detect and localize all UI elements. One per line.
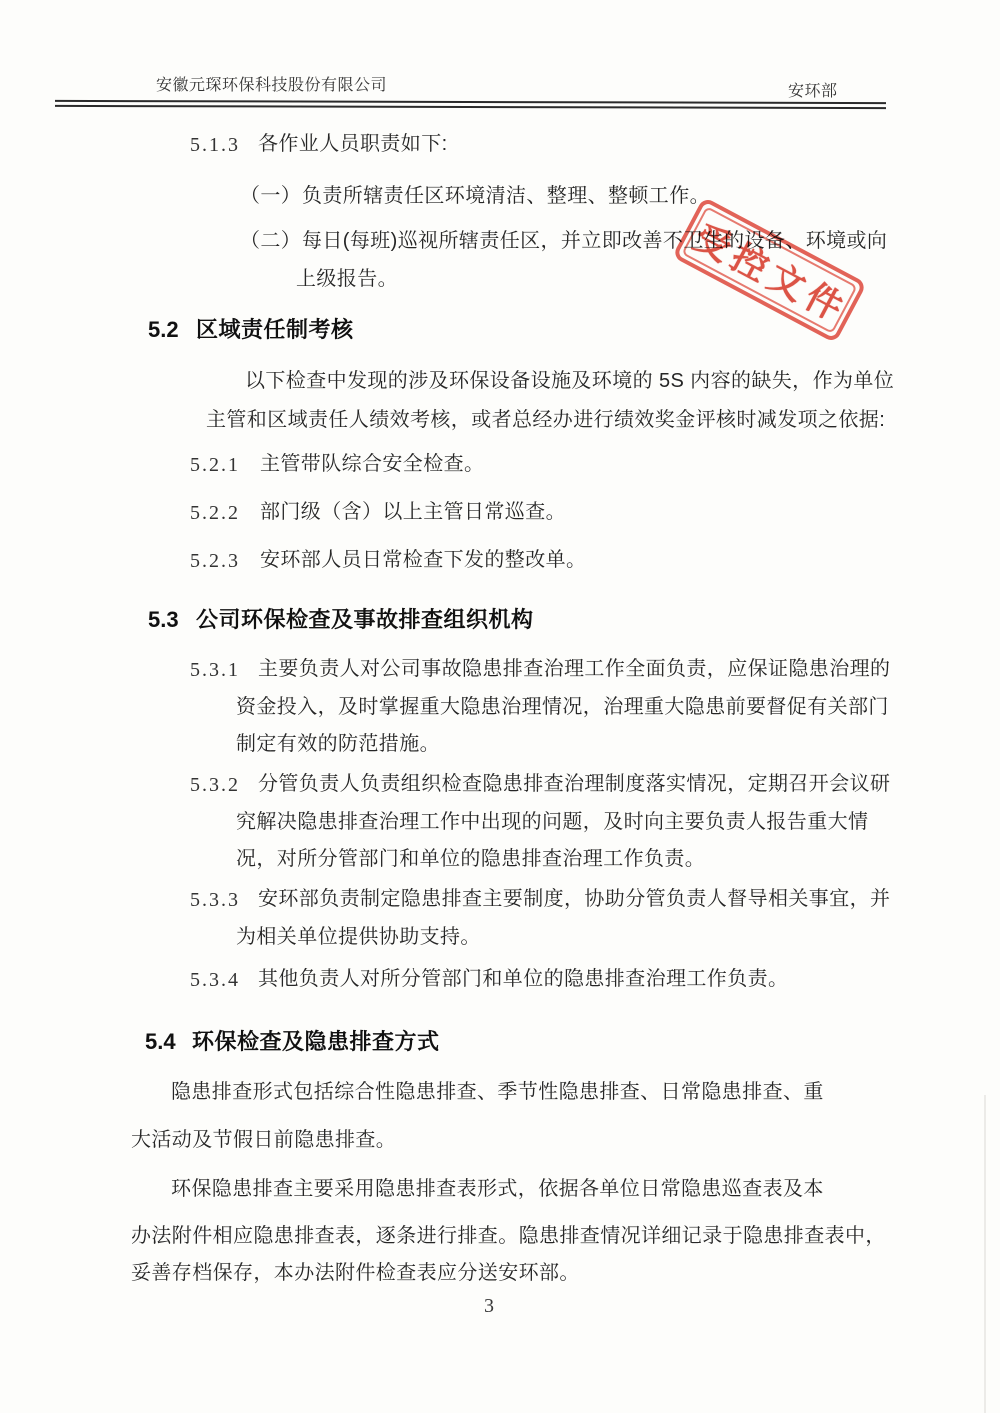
stamp-text: 受控文件 [687,215,856,331]
page-number: 3 [484,1295,494,1317]
item-number: 5.3.3 [190,889,240,911]
section-heading-number: 5.2 [148,317,179,342]
paragraph-line: 妥善存档保存，本办法附件检查表应分送安环部。 [131,1262,580,1284]
controlled-document-stamp [672,197,867,344]
item-text: 各作业人员职责如下: [258,133,448,155]
header-department: 安环部 [788,83,838,100]
item-line: 为相关单位提供协助支持。 [236,926,481,948]
section-heading-title: 区域责任制考核 [196,317,354,342]
item-line: 安环部负责制定隐患排查主要制度，协助分管负责人督导相关事宜，并 [258,888,891,910]
header-divider [55,100,886,109]
paragraph-line: 大活动及节假日前隐患排查。 [131,1129,397,1151]
scan-artifact-line [984,1095,986,1413]
item-number: 5.2.3 [190,550,240,572]
item-line: 资金投入，及时掌握重大隐患治理情况，治理重大隐患前要督促有关部门 [236,696,889,718]
item-number: 5.1.3 [190,134,240,156]
paragraph-line: 以下检查中发现的涉及环保设备设施及环境的 5S 内容的缺失，作为单位 [245,370,895,392]
paragraph-line: 主管和区域责任人绩效考核，或者总经办进行绩效奖金评核时减发项之依据: [206,409,886,431]
item-line: 分管负责人负责组织检查隐患排查治理制度落实情况，定期召开会议研 [258,773,891,795]
paragraph-line: 办法附件相应隐患排查表，逐条进行排查。隐患排查情况详细记录于隐患排查表中， [131,1225,886,1247]
item-line: 究解决隐患排查治理工作中出现的问题，及时向主要负责人报告重大情 [236,811,869,833]
item-text: 安环部人员日常检查下发的整改单。 [260,549,587,571]
item-line: 制定有效的防范措施。 [236,733,440,755]
section-heading-number: 5.4 [145,1029,176,1054]
item-line: 主要负责人对公司事故隐患排查治理工作全面负责，应保证隐患治理的 [258,658,891,680]
section-heading-title: 公司环保检查及事故排查组织机构 [196,607,534,632]
list-item-line: 负责所辖责任区环境清洁、整理、整顿工作。 [302,185,710,207]
stamp-inner-border [681,206,857,334]
item-line: 其他负责人对所分管部门和单位的隐患排查治理工作负责。 [258,968,789,990]
item-text: 主管带队综合安全检查。 [260,453,485,475]
item-number: 5.3.2 [190,774,240,796]
list-item-line: 上级报告。 [296,268,398,290]
section-heading-title: 环保检查及隐患排查方式 [192,1029,440,1054]
list-item-line: 每日(每班)巡视所辖责任区，并立即改善不卫生的设备、环境或向 [302,230,888,252]
item-number: 5.2.2 [190,502,240,524]
item-text: 部门级（含）以上主管日常巡查。 [260,501,566,523]
item-number: 5.3.1 [190,659,240,681]
list-marker: （一） [240,185,302,207]
section-heading-number: 5.3 [148,607,179,632]
paragraph-line: 隐患排查形式包括综合性隐患排查、季节性隐患排查、日常隐患排查、重 [171,1081,824,1103]
item-line: 况，对所分管部门和单位的隐患排查治理工作负责。 [236,848,706,870]
header-company-name: 安徽元琛环保科技股份有限公司 [156,77,388,94]
item-number: 5.3.4 [190,969,240,991]
item-number: 5.2.1 [190,454,240,476]
list-marker: （二） [240,230,302,252]
paragraph-line: 环保隐患排查主要采用隐患排查表形式，依据各单位日常隐患巡查表及本 [171,1178,824,1200]
